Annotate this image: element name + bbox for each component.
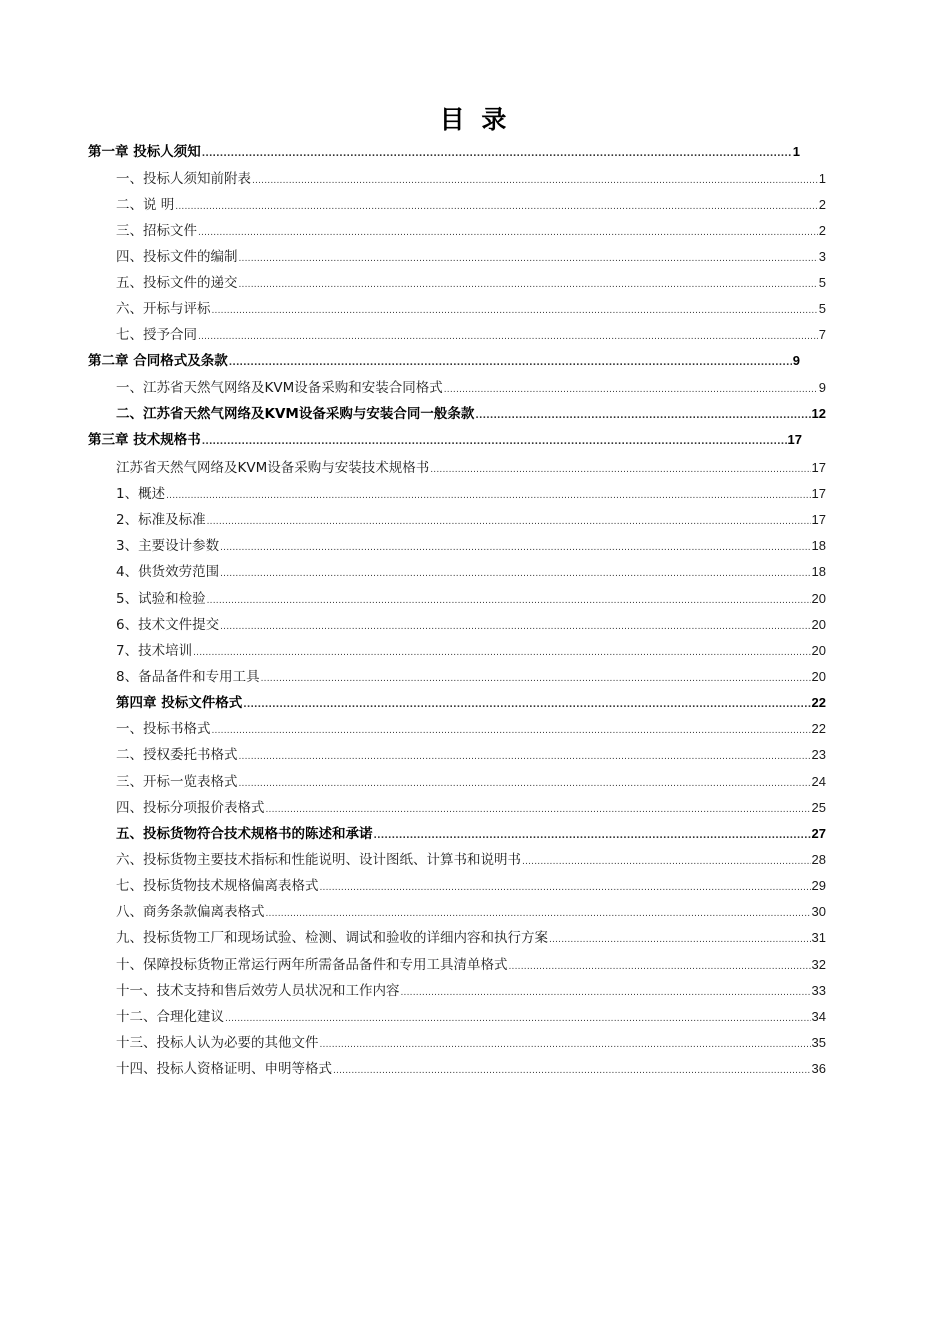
toc-entry[interactable]	[116, 1057, 826, 1081]
toc-entry[interactable]	[116, 691, 826, 715]
toc-entry-title: 2、标准及标准	[116, 512, 206, 528]
toc-entry[interactable]	[116, 874, 826, 898]
toc-entry[interactable]	[116, 193, 826, 217]
toc-entry[interactable]	[116, 219, 826, 243]
toc-entry-title: 二、授权委托书格式	[116, 747, 238, 763]
toc-entry-page: 9	[792, 353, 800, 368]
toc-leader-dots	[444, 378, 818, 402]
toc-entry-page: 9	[818, 380, 826, 395]
toc-entry-page: 17	[787, 432, 802, 447]
toc-entry-title: 六、投标货物主要技术指标和性能说明、设计图纸、计算书和说明书	[116, 852, 521, 868]
toc-entry-title: 三、招标文件	[116, 223, 197, 239]
toc-entry-title: 第一章 投标人须知	[88, 144, 201, 160]
toc-leader-dots	[266, 902, 811, 926]
toc-leader-dots	[252, 169, 818, 193]
toc-entry-page: 20	[811, 669, 826, 684]
toc-entry-page: 5	[818, 301, 826, 316]
toc-entry-title: 十二、合理化建议	[116, 1009, 224, 1025]
toc-entry-title: 6、技术文件提交	[116, 617, 220, 633]
toc-entry[interactable]	[116, 770, 826, 794]
toc-leader-dots	[239, 273, 818, 297]
toc-entry-page: 31	[811, 930, 826, 945]
toc-entry[interactable]	[116, 639, 826, 663]
toc-entry-page: 34	[811, 1009, 826, 1024]
toc-entry-title: 四、投标分项报价表格式	[116, 800, 265, 816]
toc-entry[interactable]	[116, 1031, 826, 1055]
toc-entry-page: 17	[811, 512, 826, 527]
toc-entry-title: 7、技术培训	[116, 643, 193, 659]
toc-leader-dots	[175, 195, 817, 219]
toc-entry[interactable]	[116, 717, 826, 741]
toc-entry-page: 35	[811, 1035, 826, 1050]
toc-entry[interactable]	[116, 926, 826, 950]
toc-entry-page: 33	[811, 983, 826, 998]
toc-entry[interactable]	[88, 428, 802, 452]
toc-entry-page: 5	[818, 275, 826, 290]
toc-entry-title: 十四、投标人资格证明、申明等格式	[116, 1061, 332, 1077]
toc-entry-page: 24	[811, 774, 826, 789]
toc-entry-title: 七、授予合同	[116, 327, 197, 343]
toc-leader-dots	[198, 325, 818, 349]
toc-entry-title: 四、投标文件的编制	[116, 249, 238, 265]
toc-leader-dots	[266, 798, 811, 822]
toc-entry-title: 五、投标文件的递交	[116, 275, 238, 291]
toc-entry-page: 28	[811, 852, 826, 867]
toc-leader-dots	[193, 641, 810, 665]
toc-entry-page: 1	[818, 171, 826, 186]
toc-leader-dots	[202, 142, 792, 166]
toc-entry[interactable]	[116, 613, 826, 637]
toc-entry[interactable]	[116, 796, 826, 820]
toc-entry-title: 第二章 合同格式及条款	[88, 353, 228, 369]
toc-entry-page: 36	[811, 1061, 826, 1076]
toc-leader-dots	[220, 562, 810, 586]
toc-entry-title: 三、开标一览表格式	[116, 774, 238, 790]
toc-leader-dots	[239, 247, 818, 271]
toc-entry-page: 7	[818, 327, 826, 342]
toc-entry[interactable]	[116, 848, 826, 872]
toc-entry-page: 29	[811, 878, 826, 893]
toc-entry-title: 1、概述	[116, 486, 166, 502]
toc-leader-dots	[166, 484, 810, 508]
toc-entry-page: 18	[811, 538, 826, 553]
toc-entry-page: 20	[811, 617, 826, 632]
toc-entry[interactable]	[116, 245, 826, 269]
toc-leader-dots	[212, 299, 818, 323]
toc-leader-dots	[430, 458, 810, 482]
toc-leader-dots	[220, 536, 810, 560]
toc-entry-title: 第四章 投标文件格式	[116, 695, 243, 711]
toc-entry-title: 4、供货效劳范围	[116, 564, 220, 580]
toc-leader-dots	[225, 1007, 811, 1031]
toc-entry-title: 十三、投标人认为必要的其他文件	[116, 1035, 319, 1051]
toc-leader-dots	[207, 510, 811, 534]
toc-entry-title: 5、试验和检验	[116, 591, 206, 607]
toc-entry-title: 第三章 技术规格书	[88, 432, 201, 448]
toc-leader-dots	[202, 430, 787, 454]
toc-leader-dots	[229, 351, 792, 375]
toc-entry-title: 二、江苏省天然气网络及KVM设备采购与安装合同一般条款	[116, 406, 475, 422]
toc-entry[interactable]	[116, 534, 826, 558]
toc-entry-title: 七、投标货物技术规格偏离表格式	[116, 878, 319, 894]
toc-entry[interactable]	[116, 271, 826, 295]
toc-entry-page: 25	[811, 800, 826, 815]
toc-entry-page: 30	[811, 904, 826, 919]
toc-leader-dots	[401, 981, 811, 1005]
toc-entry-page: 20	[811, 591, 826, 606]
toc-entry-page: 1	[792, 144, 800, 159]
toc-entry-page: 22	[811, 695, 826, 710]
toc-entry-title: 九、投标货物工厂和现场试验、检测、调试和验收的详细内容和执行方案	[116, 930, 548, 946]
toc-leader-dots	[212, 719, 811, 743]
toc-entry-title: 二、说 明	[116, 197, 175, 213]
toc-leader-dots	[374, 824, 811, 848]
toc-entry-title: 一、投标书格式	[116, 721, 211, 737]
toc-leader-dots	[475, 404, 810, 428]
toc-leader-dots	[207, 589, 811, 613]
toc-entry-page: 20	[811, 643, 826, 658]
toc-entry[interactable]	[116, 900, 826, 924]
toc-entry-page: 2	[818, 223, 826, 238]
toc-entry[interactable]	[88, 140, 800, 164]
toc-title: 目 录	[439, 105, 511, 134]
toc-leader-dots	[239, 745, 811, 769]
toc-leader-dots	[239, 772, 811, 796]
toc-entry-title: 一、江苏省天然气网络及KVM设备采购和安装合同格式	[116, 380, 443, 396]
toc-entry[interactable]	[116, 323, 826, 347]
toc-entry-title: 十、保障投标货物正常运行两年所需备品备件和专用工具清单格式	[116, 957, 508, 973]
toc-entry[interactable]	[116, 297, 826, 321]
toc-entry-title: 十一、技术支持和售后效劳人员状况和工作内容	[116, 983, 400, 999]
toc-entry[interactable]	[116, 953, 826, 977]
toc-entry-page: 17	[811, 486, 826, 501]
toc-entry-title: 一、投标人须知前附表	[116, 171, 251, 187]
toc-entry-title: 3、主要设计参数	[116, 538, 220, 554]
toc-leader-dots	[320, 876, 811, 900]
toc-entry[interactable]	[116, 743, 826, 767]
toc-leader-dots	[509, 955, 811, 979]
toc-entry-page: 32	[811, 957, 826, 972]
toc-entry-page: 12	[811, 406, 826, 421]
toc-entry[interactable]	[116, 1005, 826, 1029]
toc-entry-title: 六、开标与评标	[116, 301, 211, 317]
toc-leader-dots	[261, 667, 811, 691]
toc-entry[interactable]	[116, 822, 826, 846]
toc-leader-dots	[320, 1033, 811, 1057]
toc-entry-page: 17	[811, 460, 826, 475]
toc-leader-dots	[549, 928, 811, 952]
toc-entry-page: 22	[811, 721, 826, 736]
toc-leader-dots	[220, 615, 810, 639]
toc-entry[interactable]	[116, 665, 826, 689]
toc-entry-page: 2	[818, 197, 826, 212]
toc-entry[interactable]	[116, 167, 826, 191]
toc-entry[interactable]	[116, 508, 826, 532]
toc-entry-title: 五、投标货物符合技术规格书的陈述和承诺	[116, 826, 373, 842]
toc-entry[interactable]	[88, 349, 800, 373]
toc-entry[interactable]	[116, 979, 826, 1003]
toc-entry-title: 8、备品备件和专用工具	[116, 669, 260, 685]
toc-entry[interactable]	[116, 587, 826, 611]
toc-entry-page: 27	[811, 826, 826, 841]
toc-entry-title: 八、商务条款偏离表格式	[116, 904, 265, 920]
toc-entry-page: 3	[818, 249, 826, 264]
toc-leader-dots	[243, 693, 810, 717]
toc-entry-page: 18	[811, 564, 826, 579]
toc-entry-title: 江苏省天然气网络及KVM设备采购与安装技术规格书	[116, 460, 430, 476]
toc-entry[interactable]	[116, 560, 826, 584]
toc-entry[interactable]	[116, 456, 826, 480]
toc-entry[interactable]	[116, 402, 826, 426]
toc-entry[interactable]	[116, 376, 826, 400]
toc-leader-dots	[333, 1059, 811, 1083]
toc-entry[interactable]	[116, 482, 826, 506]
toc-entry-page: 23	[811, 747, 826, 762]
toc-leader-dots	[198, 221, 818, 245]
toc-leader-dots	[522, 850, 811, 874]
